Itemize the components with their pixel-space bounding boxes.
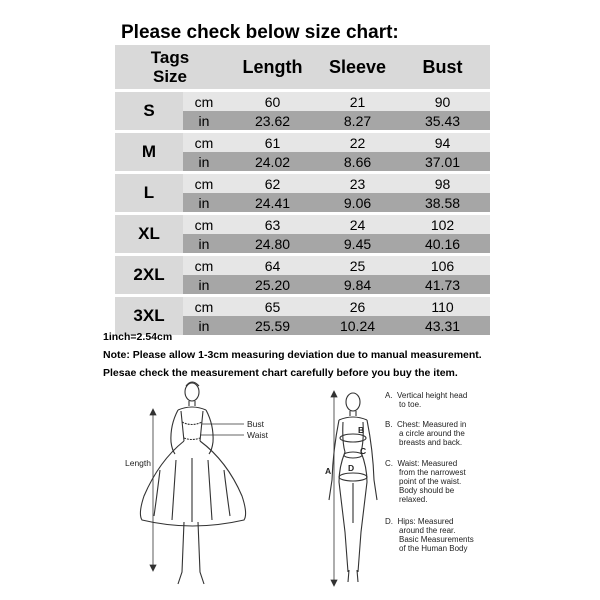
table-header-row xyxy=(115,45,490,91)
length-in: 24.02 xyxy=(225,152,320,173)
bust-in: 35.43 xyxy=(395,111,490,132)
bust-in: 43.31 xyxy=(395,316,490,335)
length-in: 24.41 xyxy=(225,193,320,214)
height-arrow-icon xyxy=(331,391,337,586)
length-label: Length xyxy=(125,458,151,468)
bust-in: 41.73 xyxy=(395,275,490,296)
sleeve-cm: 21 xyxy=(320,91,395,112)
waist-label: Waist xyxy=(247,430,268,440)
bust-cm: 94 xyxy=(395,132,490,153)
body-letter-c: C xyxy=(360,446,367,456)
dress-figure-icon xyxy=(140,382,245,584)
size-label: XL xyxy=(115,214,183,255)
size-label: 2XL xyxy=(115,255,183,296)
unit-in: in xyxy=(183,316,225,335)
sleeve-in: 9.06 xyxy=(320,193,395,214)
bust-cm: 90 xyxy=(395,91,490,112)
sleeve-cm: 26 xyxy=(320,296,395,317)
legend-b: B. Chest: Measured in a circle around the breasts and back. xyxy=(385,420,467,447)
unit-in: in xyxy=(183,152,225,173)
header-sleeve: Sleeve xyxy=(320,45,395,91)
legend-d: D. Hips: Measured around the rear. Basic Measurements of the Human Body xyxy=(385,517,474,553)
sleeve-in: 9.45 xyxy=(320,234,395,255)
chart-title: Please check below size chart: xyxy=(121,22,399,43)
table-row xyxy=(115,255,490,276)
length-in: 25.20 xyxy=(225,275,320,296)
header-length: Length xyxy=(225,45,320,91)
body-letter-d: D xyxy=(348,463,355,473)
bust-label: Bust xyxy=(247,419,265,429)
body-letter-b: B xyxy=(358,425,365,435)
size-chart-table xyxy=(115,45,490,335)
unit-in: in xyxy=(183,275,225,296)
length-cm: 62 xyxy=(225,173,320,194)
check-note: Plesae check the measurement chart carefully before you buy the item. xyxy=(103,367,458,379)
unit-cm: cm xyxy=(183,296,225,317)
unit-cm: cm xyxy=(183,132,225,153)
length-cm: 64 xyxy=(225,255,320,276)
table-row xyxy=(115,296,490,317)
unit-cm: cm xyxy=(183,214,225,235)
unit-cm: cm xyxy=(183,173,225,194)
length-cm: 63 xyxy=(225,214,320,235)
bust-cm: 106 xyxy=(395,255,490,276)
length-cm: 60 xyxy=(225,91,320,112)
length-cm: 65 xyxy=(225,296,320,317)
header-bust: Bust xyxy=(395,45,490,91)
sleeve-cm: 25 xyxy=(320,255,395,276)
sleeve-in: 9.84 xyxy=(320,275,395,296)
length-in: 23.62 xyxy=(225,111,320,132)
sleeve-in: 10.24 xyxy=(320,316,395,335)
table-row xyxy=(115,173,490,194)
unit-cm: cm xyxy=(183,255,225,276)
body-figure-icon xyxy=(329,393,377,582)
unit-in: in xyxy=(183,234,225,255)
table-row xyxy=(115,132,490,153)
table-row xyxy=(115,214,490,235)
length-arrow-icon xyxy=(150,409,156,571)
sleeve-cm: 24 xyxy=(320,214,395,235)
legend-a: A. Vertical height head to toe. xyxy=(385,391,468,409)
unit-in: in xyxy=(183,193,225,214)
bust-in: 37.01 xyxy=(395,152,490,173)
bust-in: 38.58 xyxy=(395,193,490,214)
sleeve-cm: 23 xyxy=(320,173,395,194)
bust-cm: 98 xyxy=(395,173,490,194)
sleeve-cm: 22 xyxy=(320,132,395,153)
length-cm: 61 xyxy=(225,132,320,153)
bust-cm: 110 xyxy=(395,296,490,317)
table-row xyxy=(115,91,490,112)
measurement-illustrations xyxy=(0,380,600,600)
size-label: 3XL xyxy=(115,296,183,336)
bust-in: 40.16 xyxy=(395,234,490,255)
notes-block xyxy=(103,328,482,382)
unit-in: in xyxy=(183,111,225,132)
bust-cm: 102 xyxy=(395,214,490,235)
header-tags-size: Tags Size xyxy=(115,45,225,91)
deviation-note: Note: Please allow 1-3cm measuring deviation due to manual measurement. xyxy=(103,349,482,361)
size-label: L xyxy=(115,173,183,214)
unit-cm: cm xyxy=(183,91,225,112)
sleeve-in: 8.66 xyxy=(320,152,395,173)
length-in: 25.59 xyxy=(225,316,320,335)
legend-c: C. Waist: Measured from the narrowest point of the waist. Body should be relaxed. xyxy=(385,459,466,504)
sleeve-in: 8.27 xyxy=(320,111,395,132)
body-letter-a: A xyxy=(325,466,332,476)
length-in: 24.80 xyxy=(225,234,320,255)
conversion-note: 1inch=2.54cm xyxy=(103,331,173,343)
size-label: S xyxy=(115,91,183,132)
size-label: M xyxy=(115,132,183,173)
